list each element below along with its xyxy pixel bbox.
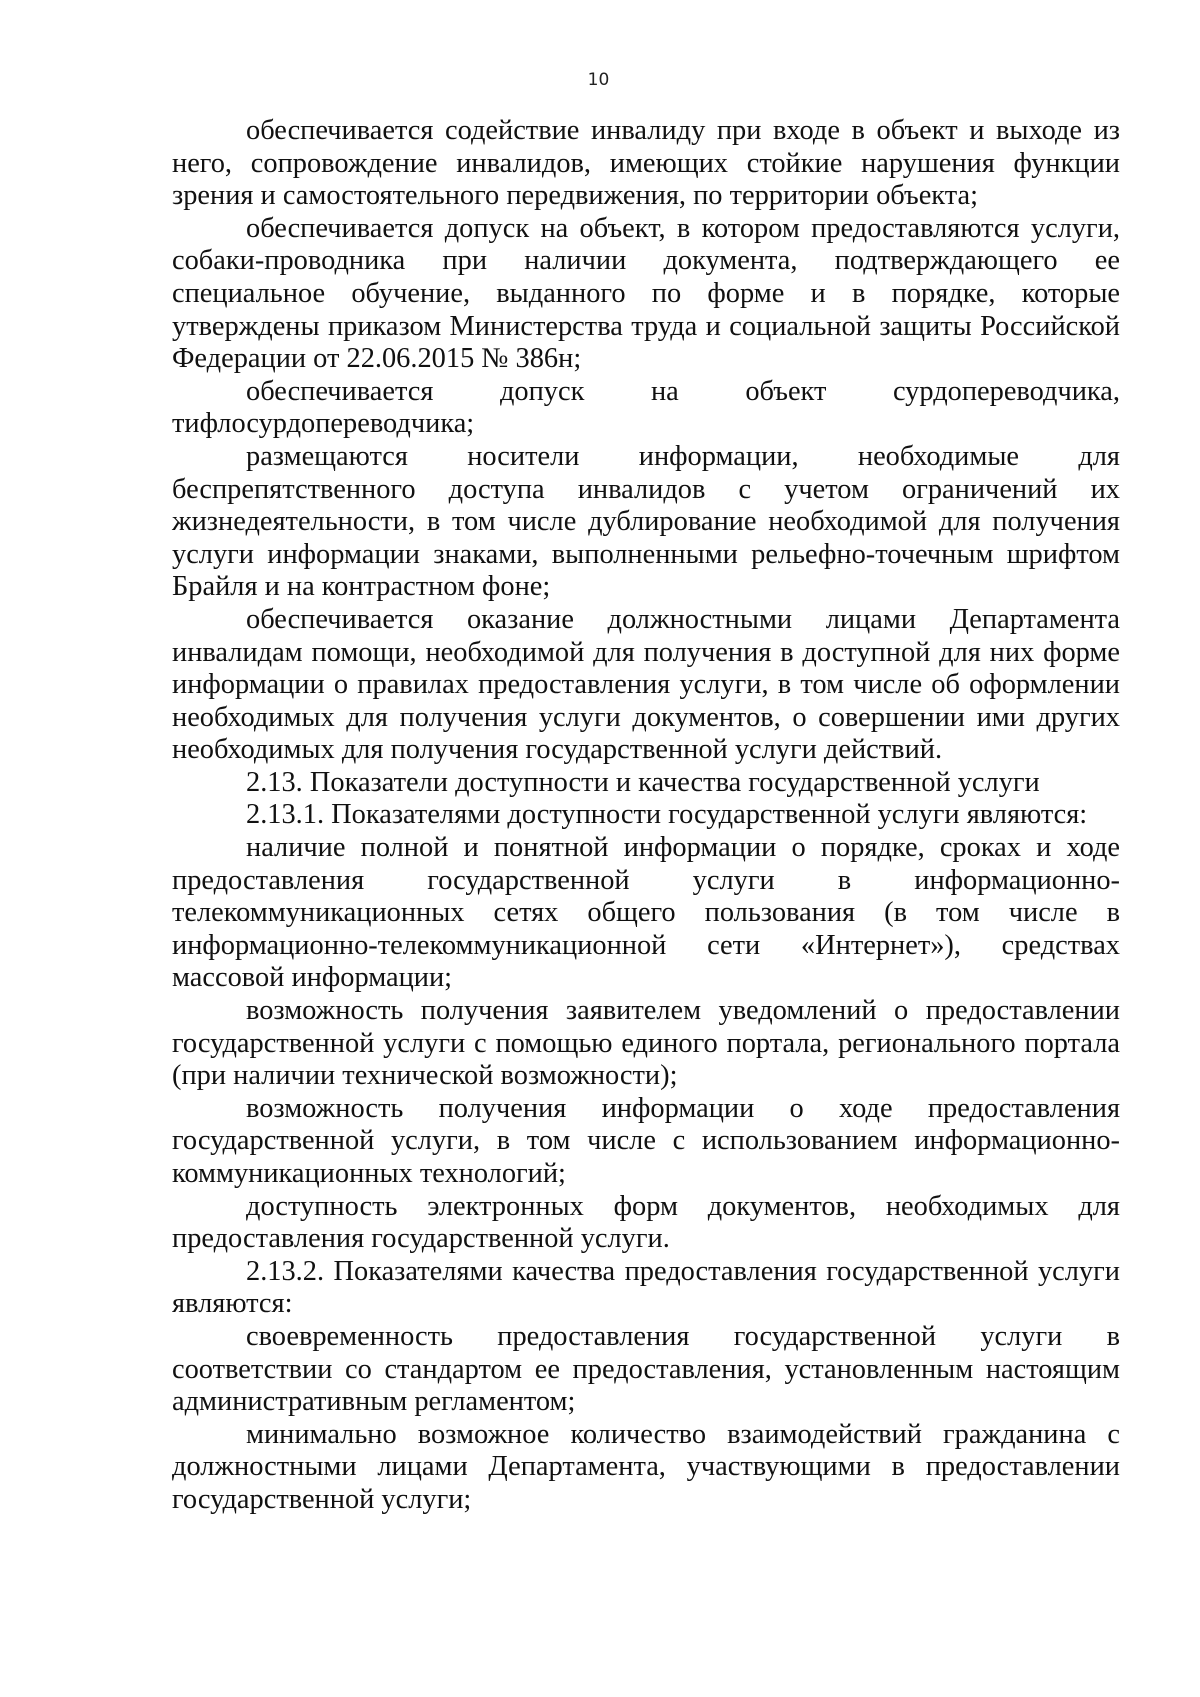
paragraph-progress-information: возможность получения информации о ходе предоставления государственной услуги, в том числе с использованием информационно-коммуникационных технологий; (172, 1092, 1120, 1189)
document-body (172, 115, 1120, 1517)
paragraph-minimal-interactions: минимально возможное количество взаимодействий гражданина с должностными лицами Департамента, участвующими в предоставлении государственной услуги; (172, 1418, 1120, 1515)
paragraph-guide-dog-access: обеспечивается допуск на объект, в котором предоставляются услуги, собаки-проводника при наличии документа, подтверждающего ее специальное обучение, выданного по форме и в порядке, которые утверждены приказом Министерства труда и социальной защиты Российской Федерации от 22.06.2015 № 386н; (172, 212, 1120, 375)
paragraph-information-availability: наличие полной и понятной информации о порядке, сроках и ходе предоставления государственной услуги в информационно-телекоммуникационных сетях общего пользования (в том числе в информационно-телекоммуникационной сети «Интернет»), средствах массовой информации; (172, 832, 1120, 994)
section-heading-2-13-2: 2.13.2. Показателями качества предоставления государственной услуги являются: (172, 1255, 1120, 1320)
paragraph-electronic-forms: доступность электронных форм документов, необходимых для предоставления государственной услуги. (172, 1190, 1120, 1255)
paragraph-sign-interpreter-access: обеспечивается допуск на объект сурдопереводчика, тифлосурдопереводчика; (172, 375, 1120, 440)
paragraph-staff-assistance: обеспечивается оказание должностными лицами Департамента инвалидам помощи, необходимой для получения в доступной для них форме информации о правилах предоставления услуги, в том числе об оформлении необходимых для получения услуги документов, о совершении ими других необходимых для получения государственной услуги действий. (172, 603, 1120, 766)
paragraph-notifications: возможность получения заявителем уведомлений о предоставлении государственной услуги с помощью единого портала, регионального портала (при наличии технической возможности); (172, 995, 1120, 1092)
paragraph-assistance-entry-exit: обеспечивается содействие инвалиду при входе в объект и выходе из него, сопровождение инвалидов, имеющих стойкие нарушения функции зрения и самостоятельного передвижения, по территории объекта; (172, 115, 1120, 212)
paragraph-timeliness: своевременность предоставления государственной услуги в соответствии со стандартом ее предоставления, установленным настоящим административным регламентом; (172, 1320, 1120, 1418)
section-heading-2-13-1: 2.13.1. Показателями доступности государственной услуги являются: (246, 799, 1088, 831)
page-number: 10 (587, 70, 610, 90)
paragraph-information-carriers: размещаются носители информации, необходимые для беспрепятственного доступа инвалидов с учетом ограничений их жизнедеятельности, в том числе дублирование необходимой для получения услуги информации знаками, выполненными рельефно-точечным шрифтом Брайля и на контрастном фоне; (172, 440, 1120, 603)
section-heading-2-13: 2.13. Показатели доступности и качества государственной услуги (246, 766, 1040, 798)
